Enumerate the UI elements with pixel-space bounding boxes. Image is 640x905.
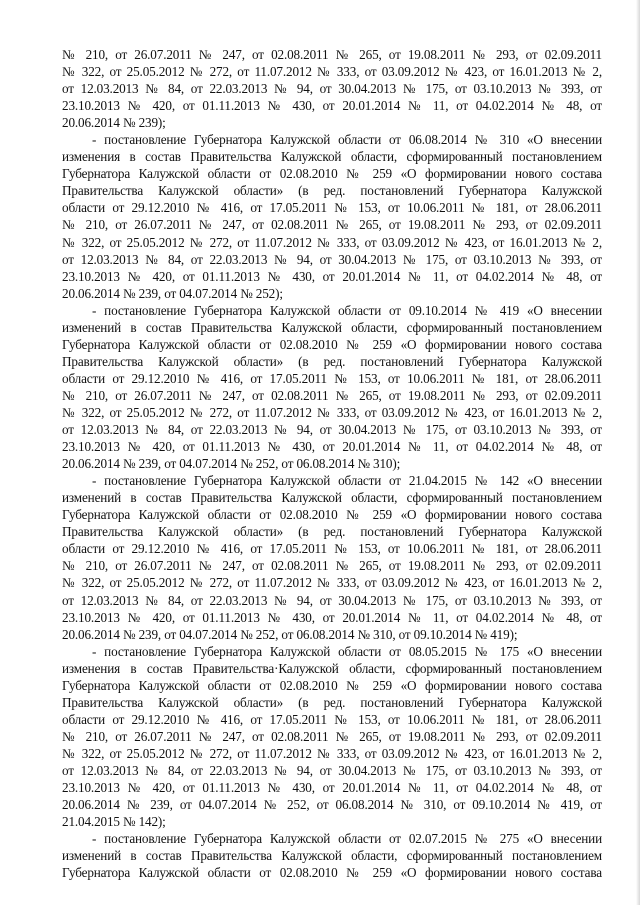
text-line: Правительства Калужской области» (в ред. постановлений Губернатора Калужской <box>62 183 602 199</box>
text-line: области от 29.12.2010 № 416, от 17.05.2011 № 153, от 10.06.2011 № 181, от 28.06.2011 <box>62 711 602 727</box>
text-line: № 322, от 25.05.2012 № 272, от 11.07.2012 № 333, от 03.09.2012 № 423, от 16.01.2013 № 2, <box>62 575 602 591</box>
text-line: Губернатора Калужской области от 02.08.2010 № 259 «О формировании нового состава <box>62 336 602 352</box>
text-line: от 12.03.2013 № 84, от 22.03.2013 № 94, от 30.04.2013 № 175, от 03.10.2013 № 393, от <box>62 251 602 267</box>
text-line: 20.06.2014 № 239, от 04.07.2014 № 252); <box>62 285 283 301</box>
text-line: изменения в состав Правительства Калужской области, сформированный постановлением <box>62 149 602 165</box>
text-line: 23.10.2013 № 420, от 01.11.2013 № 430, от 20.01.2014 № 11, от 04.02.2014 № 48, от <box>62 268 602 284</box>
text-line: 20.06.2014 № 239, от 04.07.2014 № 252, от 06.08.2014 № 310, от 09.10.2014 № 419, от <box>62 797 602 813</box>
text-line: 23.10.2013 № 420, от 01.11.2013 № 430, от 20.01.2014 № 11, от 04.02.2014 № 48, от <box>62 98 602 114</box>
text-line: от 12.03.2013 № 84, от 22.03.2013 № 94, от 30.04.2013 № 175, от 03.10.2013 № 393, от <box>62 592 602 608</box>
text-line: области от 29.12.2010 № 416, от 17.05.2011 № 153, от 10.06.2011 № 181, от 28.06.2011 <box>62 370 602 386</box>
text-line: изменений в состав Правительства Калужской области, сформированный постановлением <box>62 319 602 335</box>
text-line: № 210, от 26.07.2011 № 247, от 02.08.2011 № 265, от 19.08.2011 № 293, от 02.09.2011 <box>62 728 602 744</box>
text-line: Губернатора Калужской области от 02.08.2010 № 259 «О формировании нового состава <box>62 677 602 693</box>
text-line: № 322, от 25.05.2012 № 272, от 11.07.2012 № 333, от 03.09.2012 № 423, от 16.01.2013 № 2, <box>62 745 602 761</box>
text-line: от 12.03.2013 № 84, от 22.03.2013 № 94, от 30.04.2013 № 175, от 03.10.2013 № 393, от <box>62 762 602 778</box>
text-line: изменений в состав Правительства Калужской области, сформированный постановлением <box>62 490 602 506</box>
text-line: 20.06.2014 № 239); <box>62 115 166 131</box>
text-line: № 210, от 26.07.2011 № 247, от 02.08.2011 № 265, от 19.08.2011 № 293, от 02.09.2011 <box>62 217 602 233</box>
text-line: изменения в состав Правительства·Калужской области, сформированный постановлением <box>62 660 602 676</box>
text-line: области от 29.12.2010 № 416, от 17.05.2011 № 153, от 10.06.2011 № 181, от 28.06.2011 <box>62 541 602 557</box>
text-line: 20.06.2014 № 239, от 04.07.2014 № 252, от 06.08.2014 № 310, от 09.10.2014 № 419); <box>62 626 518 642</box>
text-line: 23.10.2013 № 420, от 01.11.2013 № 430, от 20.01.2014 № 11, от 04.02.2014 № 48, от <box>62 609 602 625</box>
document-body <box>62 46 602 881</box>
text-line: 20.06.2014 № 239, от 04.07.2014 № 252, от 06.08.2014 № 310); <box>62 456 401 472</box>
text-line: Губернатора Калужской области от 02.08.2010 № 259 «О формировании нового состава <box>62 166 602 182</box>
text-line: от 12.03.2013 № 84, от 22.03.2013 № 94, от 30.04.2013 № 175, от 03.10.2013 № 393, от <box>62 422 602 438</box>
text-line: от 12.03.2013 № 84, от 22.03.2013 № 94, от 30.04.2013 № 175, от 03.10.2013 № 393, от <box>62 81 602 97</box>
text-line: № 322, от 25.05.2012 № 272, от 11.07.2012 № 333, от 03.09.2012 № 423, от 16.01.2013 № 2, <box>62 234 602 250</box>
text-line: Правительства Калужской области» (в ред. постановлений Губернатора Калужской <box>62 353 602 369</box>
text-line: № 210, от 26.07.2011 № 247, от 02.08.2011 № 265, от 19.08.2011 № 293, от 02.09.2011 <box>62 558 602 574</box>
text-line: № 210, от 26.07.2011 № 247, от 02.08.2011 № 265, от 19.08.2011 № 293, от 02.09.2011 <box>62 387 602 403</box>
text-line: Губернатора Калужской области от 02.08.2010 № 259 «О формировании нового состава <box>62 507 602 523</box>
text-line: Правительства Калужской области» (в ред. постановлений Губернатора Калужской <box>62 524 602 540</box>
text-line: № 210, от 26.07.2011 № 247, от 02.08.2011 № 265, от 19.08.2011 № 293, от 02.09.2011 <box>62 47 602 62</box>
text-line: - постановление Губернатора Калужской области от 09.10.2014 № 419 «О внесении <box>92 302 602 318</box>
text-line: - постановление Губернатора Калужской области от 21.04.2015 № 142 «О внесении <box>92 473 602 489</box>
text-line: - постановление Губернатора Калужской области от 06.08.2014 № 310 «О внесении <box>92 132 602 148</box>
text-line: - постановление Губернатора Калужской области от 02.07.2015 № 275 «О внесении <box>92 831 602 847</box>
text-line: 21.04.2015 № 142); <box>62 814 166 830</box>
text-line: изменений в состав Правительства Калужской области, сформированный постановлением <box>62 848 602 864</box>
text-line: № 322, от 25.05.2012 № 272, от 11.07.2012 № 333, от 03.09.2012 № 423, от 16.01.2013 № 2, <box>62 64 602 80</box>
text-line: № 322, от 25.05.2012 № 272, от 11.07.2012 № 333, от 03.09.2012 № 423, от 16.01.2013 № 2, <box>62 404 602 420</box>
text-line: 23.10.2013 № 420, от 01.11.2013 № 430, от 20.01.2014 № 11, от 04.02.2014 № 48, от <box>62 780 602 796</box>
text-line: Губернатора Калужской области от 02.08.2010 № 259 «О формировании нового состава <box>62 865 602 881</box>
text-line: 23.10.2013 № 420, от 01.11.2013 № 430, от 20.01.2014 № 11, от 04.02.2014 № 48, от <box>62 439 602 455</box>
scan-edge-shadow <box>636 0 640 905</box>
text-line: области от 29.12.2010 № 416, от 17.05.2011 № 153, от 10.06.2011 № 181, от 28.06.2011 <box>62 200 602 216</box>
text-line: Правительства Калужской области» (в ред. постановлений Губернатора Калужской <box>62 694 602 710</box>
text-line: - постановление Губернатора Калужской области от 08.05.2015 № 175 «О внесении <box>92 643 602 659</box>
